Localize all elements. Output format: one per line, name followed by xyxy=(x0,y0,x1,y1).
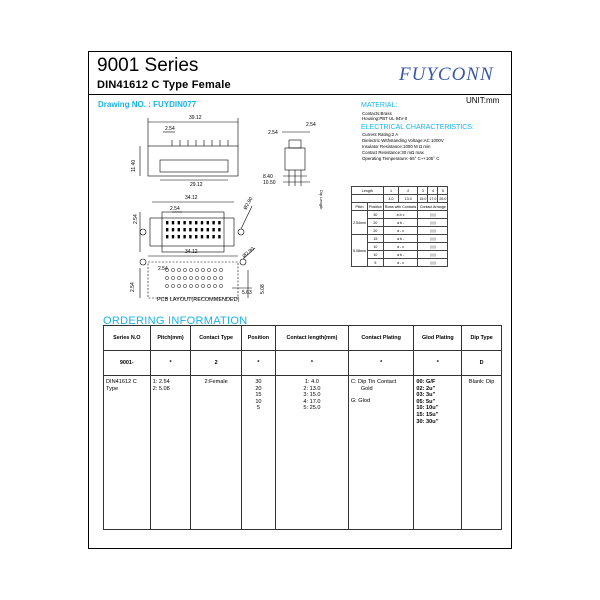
pcb-hole xyxy=(189,268,192,271)
position-cell: 10 xyxy=(367,251,383,259)
position-cell: 10 xyxy=(367,243,383,251)
contact-slot xyxy=(218,221,220,224)
length-options xyxy=(276,376,349,530)
pcb-hole xyxy=(201,284,204,287)
option-line: 15: 15u” xyxy=(416,411,439,418)
length-val: 25.0 xyxy=(439,196,447,201)
rows-cell: a b - xyxy=(383,235,418,243)
pcb-hole xyxy=(207,284,210,287)
pcb-hole xyxy=(189,276,192,279)
dim-top-inner: 29.12 xyxy=(190,182,203,188)
pcb-hole xyxy=(207,268,210,271)
selection-cell: * xyxy=(241,351,275,376)
selection-cell: 2 xyxy=(191,351,241,376)
contact-slot xyxy=(183,221,185,224)
position-cell: 20 xyxy=(367,227,383,235)
dim-pcb-hole: Ø2.90 xyxy=(241,246,256,260)
electrical-line: Dielectric Withstanding Voltage:AC 1000V xyxy=(362,138,444,143)
ordering-header: Contact Plating xyxy=(348,326,414,351)
selection-cell: 9001- xyxy=(104,351,151,376)
pcb-hole xyxy=(219,276,222,279)
contact-slot xyxy=(183,235,185,238)
option-line: 1: 4.0 xyxy=(304,379,319,385)
contact-slot xyxy=(172,235,174,238)
option-line: 03: 3u” xyxy=(416,392,436,399)
series-title: 9001 Series xyxy=(97,55,199,76)
dim-pcb-height: 5.08 xyxy=(260,284,266,294)
option-line: Gold xyxy=(360,385,373,392)
option-line: 4: 17.0 xyxy=(303,398,321,405)
contact-slot xyxy=(172,221,174,224)
contact-slot xyxy=(218,228,220,231)
selection-cell: * xyxy=(150,351,191,376)
pcb-hole xyxy=(171,284,174,287)
option-line: 02: 2u” xyxy=(416,385,436,392)
pcb-hole xyxy=(201,268,204,271)
pcb-hole xyxy=(213,268,216,271)
ordering-title: ORDERING INFORMATION xyxy=(103,315,248,327)
arrange-cell: ▯▯▯ xyxy=(418,227,448,235)
dim-top-height: 11.40 xyxy=(131,159,137,172)
arrange-cell: ▯▯▯ xyxy=(418,259,448,267)
option-line: 30 xyxy=(255,379,262,385)
pcb-hole xyxy=(183,276,186,279)
dim-side-w1: 8.40 xyxy=(263,174,273,180)
pitch-options xyxy=(150,376,191,530)
length-unit-cell xyxy=(352,195,384,203)
material-line: Contacts:Brass xyxy=(362,111,392,116)
contact-slot xyxy=(201,228,203,231)
option-line: 05: 5u” xyxy=(416,398,436,405)
dim-side-w2: 10.50 xyxy=(263,180,276,186)
option-line: 10: 10u” xyxy=(416,405,439,412)
pcb-hole xyxy=(165,284,168,287)
option-line: 00: G/F xyxy=(416,379,436,385)
length-col: 1 xyxy=(383,187,398,195)
length-val: 15.0 xyxy=(419,196,427,201)
position-cell: 20 xyxy=(367,219,383,227)
arrange-cell: ▯▯▯ xyxy=(418,251,448,259)
contact-slot xyxy=(212,235,214,238)
length-col: 3 xyxy=(418,187,428,195)
option-line: G: Glod xyxy=(350,398,371,405)
contact-slot xyxy=(172,228,174,231)
contact-slot xyxy=(166,235,168,238)
contact-type-options xyxy=(191,376,241,530)
dim-side-pitch-2: 2.54 xyxy=(306,122,316,128)
position-cell: 30 xyxy=(367,211,383,219)
length-label: Length xyxy=(352,187,384,195)
ordering-header: Pitch(mm) xyxy=(150,326,191,351)
length-col: 2 xyxy=(399,187,418,195)
option-line: 3: 15.0 xyxy=(303,392,321,399)
rows-cell: a b - xyxy=(383,219,418,227)
contact-slot xyxy=(189,228,191,231)
selection-cell: * xyxy=(414,351,462,376)
product-subtitle: DIN41612 C Type Female xyxy=(97,79,231,91)
electrical-line: Contact Resistance:30 mΩ max xyxy=(362,150,424,155)
position-options xyxy=(241,376,275,530)
option-line: Blank: Dip xyxy=(468,379,495,385)
pcb-hole xyxy=(195,276,198,279)
unit-label: UNIT:mm xyxy=(466,96,500,105)
contact-slot xyxy=(178,228,180,231)
arrange-cell: ▯▯▯ xyxy=(418,219,448,227)
contact-slot xyxy=(207,228,209,231)
material-title: MATERIAL: xyxy=(361,102,398,109)
length-val: 4.0 xyxy=(383,195,398,203)
pcb-hole xyxy=(171,276,174,279)
pcb-hole xyxy=(165,276,168,279)
dim-side-note: Dip Length xyxy=(319,190,324,210)
contact-slot xyxy=(189,221,191,224)
option-line: 5: 25.0 xyxy=(303,405,321,412)
electrical-line: Current Rating:2 A xyxy=(362,132,399,137)
contact-slot xyxy=(183,228,185,231)
pcb-hole xyxy=(195,268,198,271)
ordering-header: Dip Type xyxy=(462,326,502,351)
brand-logo: FUYCONN xyxy=(399,64,494,85)
contact-slot xyxy=(178,235,180,238)
length-col: 4 xyxy=(428,187,438,195)
rows-cell: a - c xyxy=(383,243,418,251)
contact-slot xyxy=(212,228,214,231)
arrange-cell: ▯▯▯ xyxy=(418,243,448,251)
contact-slot xyxy=(195,235,197,238)
option-line: 5 xyxy=(256,405,260,412)
selection-cell: * xyxy=(348,351,414,376)
option-line: 20 xyxy=(255,385,262,392)
length-val: 13.0 xyxy=(399,195,418,203)
pcb-hole xyxy=(177,268,180,271)
option-line: 2: 5.08 xyxy=(152,385,170,392)
plating-options xyxy=(348,376,414,530)
ordering-header: Contact Type xyxy=(191,326,241,351)
selection-cell: * xyxy=(276,351,349,376)
dip-options xyxy=(462,376,502,530)
dim-mid-width: 34.12 xyxy=(185,195,198,201)
pcb-hole xyxy=(219,268,222,271)
contact-slot xyxy=(207,235,209,238)
contact-slot xyxy=(201,235,203,238)
option-line: DIN41612 C xyxy=(106,379,137,385)
contact-slot xyxy=(178,221,180,224)
contact-slot xyxy=(207,221,209,224)
electrical-title: ELECTRICAL CHARACTERISTICS: xyxy=(361,124,474,131)
pcb-hole xyxy=(177,284,180,287)
dim-mid-pitch: 2.54 xyxy=(170,206,180,212)
pcb-hole xyxy=(189,284,192,287)
contact-slot xyxy=(201,221,203,224)
pcb-hole xyxy=(183,268,186,271)
spec-header: Position xyxy=(368,204,382,209)
ordering-header: Series N.O xyxy=(104,326,151,351)
length-col: 5 xyxy=(438,187,448,195)
contact-slot xyxy=(189,235,191,238)
pitch-cell: 5.08mm xyxy=(352,235,368,267)
length-val: 17.0 xyxy=(429,196,437,201)
ordering-header: Glod Plating xyxy=(414,326,462,351)
dim-mid-hole: Ø2.90 xyxy=(242,196,255,211)
spec-table xyxy=(351,186,448,267)
position-cell: 5 xyxy=(367,259,383,267)
contact-slot xyxy=(212,221,214,224)
option-line: 15 xyxy=(255,392,262,399)
rows-cell: a - c xyxy=(383,259,418,267)
option-line: Type xyxy=(106,385,119,392)
pcb-hole xyxy=(213,276,216,279)
dim-mid-height: 2.54 xyxy=(133,214,139,224)
option-line: 10 xyxy=(255,398,262,405)
arrange-cell: ▯▯▯ xyxy=(418,211,448,219)
pitch-cell: 2.54mm xyxy=(352,211,368,235)
rows-cell: a - c xyxy=(383,227,418,235)
top-view-pins xyxy=(172,140,228,146)
ordering-header: Contact length(mm) xyxy=(276,326,349,351)
spec-header: Pitch xyxy=(352,203,368,211)
arrange-cell: ▯▯▯ xyxy=(418,235,448,243)
dim-pcb-dim: 5.63 xyxy=(242,290,252,296)
ordering-table xyxy=(103,325,502,530)
pcb-hole xyxy=(207,276,210,279)
pcb-hole xyxy=(219,284,222,287)
option-line: 1: 2.54 xyxy=(152,379,170,385)
glod-options xyxy=(414,376,462,530)
contact-slot xyxy=(195,228,197,231)
dim-top-pitch: 2.54 xyxy=(165,126,175,132)
spec-header: Contact Arrange xyxy=(418,203,448,211)
contact-slot xyxy=(195,221,197,224)
rows-cell: a b c xyxy=(383,211,418,219)
pcb-hole xyxy=(195,284,198,287)
option-line: 2:Female xyxy=(204,379,228,385)
position-cell: 15 xyxy=(367,235,383,243)
ordering-header: Position xyxy=(241,326,275,351)
contact-slot xyxy=(166,221,168,224)
pcb-hole xyxy=(213,284,216,287)
electrical-line: Insulator Resistance:1000 M Ω min xyxy=(362,144,431,149)
spec-header: Rows with Contacts xyxy=(384,204,417,209)
dim-top-width: 39.12 xyxy=(189,115,202,121)
pcb-hole xyxy=(177,276,180,279)
electrical-line: Operating Temperature:-55° C~+105° C xyxy=(362,156,440,161)
pcb-hole xyxy=(201,276,204,279)
drawing-number: Drawing NO. : FUYDIN077 xyxy=(98,100,197,109)
contact-slot xyxy=(218,235,220,238)
dim-pcb-width: 34.12 xyxy=(185,249,198,255)
pcb-hole xyxy=(183,284,186,287)
material-line: Housing:PBT UL 94V-0 xyxy=(362,116,408,121)
option-line: C: Dip Tin Contact xyxy=(350,379,397,385)
contact-slot xyxy=(166,228,168,231)
dim-side-pitch: 2.54 xyxy=(268,130,278,136)
option-line: 2: 13.0 xyxy=(303,385,321,392)
selection-cell: D xyxy=(462,351,502,376)
pcb-hole xyxy=(171,268,174,271)
dim-pcb-side: 2.54 xyxy=(130,282,136,292)
pcb-layout-label: PCB LAYOUT(RECOMMENDED) xyxy=(157,297,240,303)
dim-pcb-pitch: 2.54 xyxy=(158,266,168,272)
rows-cell: a b - xyxy=(383,251,418,259)
series-options xyxy=(104,376,151,530)
option-line: 30: 30u” xyxy=(416,418,439,425)
